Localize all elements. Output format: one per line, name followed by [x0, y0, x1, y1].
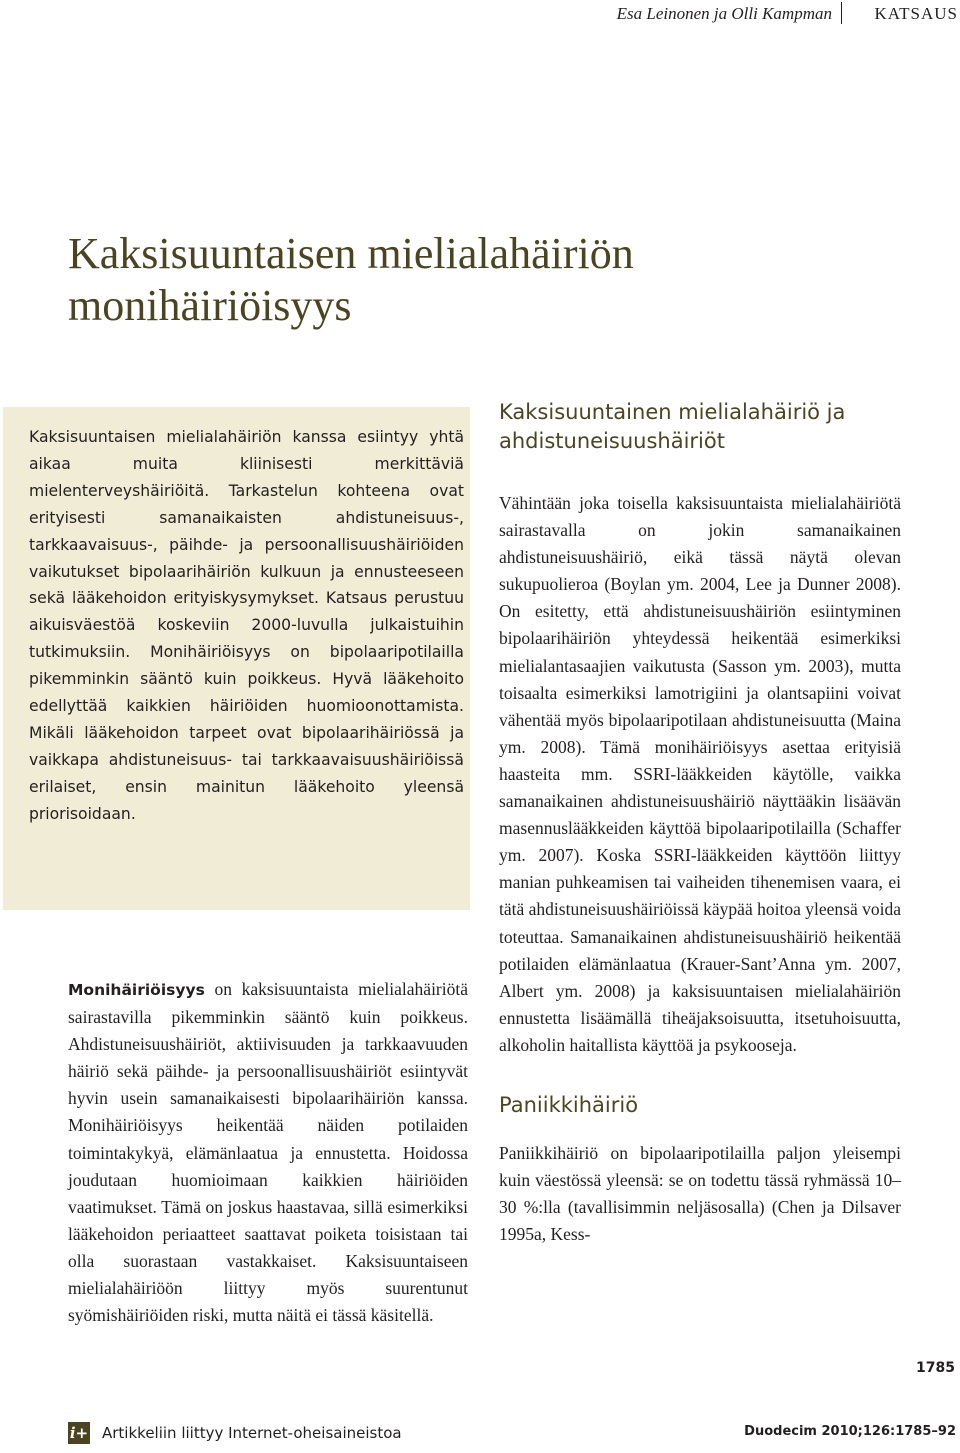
- running-header: [0, 0, 960, 30]
- body-left-column: [68, 976, 468, 1329]
- header-divider: [841, 2, 842, 24]
- info-plus-icon: i+: [69, 1424, 89, 1442]
- header-authors: Esa Leinonen ja Olli Kampman: [616, 4, 832, 23]
- paragraph-anxiety: Vähintään joka toisella kaksisuuntaista mielialahäiriötä sairastavalla on jokin samanaikainen ahdistuneisuushäiriö, eikä tässä näytä olevan sukupuolieroa (Boylan ym. 2004, Lee ja Dunner 2008). On esitetty, että ahdistuneisuushäiriön esiintyminen bipolaarihäiriön yhteydessä heikentää esimerkiksi mielialantasaajien vaikutusta (Sasson ym. 2003), mutta toisaalta esimerkiksi lamotrigiini ja olantsapiini voivat vähentää myös bipolaaripotilaan ahdistuneisuutta (Maina ym. 2008). Tämä monihäiriöisyys asettaa erityisiä haasteita mm. SSRI-lääkkeiden käytölle, vaikka samanaikainen ahdistuneisuushäiriö näyttääkin lisäävän masennuslääkkeiden käyttöä bipolaaripotilailla (Schaffer ym. 2007). Koska SSRI-lääkkeiden käyttöön liittyy manian puhkeamisen tai vaiheiden tihenemisen vaara, ei tätä ahdistuneisuushäiriöissä käypää hoitoa yleensä voida toteuttaa. Samanaikainen ahdistuneisuushäiriö heikentää potilaiden elämänlaatua (Krauer-Sant’Anna ym. 2007, Albert ym. 2008) ja kaksisuuntaisen mielialahäiriön ennustetta lisäämällä tiheäjaksoisuutta, itsetuhoisuutta, alkoholin haitallista käyttöä ja psykooseja.: [499, 493, 901, 1055]
- journal-citation: Duodecim 2010;126:1785–92: [744, 1424, 956, 1439]
- body-right-column: [499, 398, 901, 1248]
- paragraph-panic: Paniikkihäiriö on bipolaaripotilailla paljon yleisempi kuin väestössä yleensä: se on todettu tässä ryhmässä 10–30 %:lla (tavallisimmin neljäsosalla) (Chen ja Dilsaver 1995a, Kess-: [499, 1142, 901, 1245]
- body-left-text: on kaksisuuntaista mielialahäiriötä sairastavilla pikemminkin sääntö kuin poikkeus. Ahdistuneisuushäiriöt, aktiivisuuden ja tarkkaavuuden häiriö sekä päihde- ja persoonallisuushäiriöt esiintyvät hyvin usein samanaikaisesti bipolaarihäiriön kanssa. Monihäiriöisyys heikentää näiden potilaiden toimintakykyä, elämänlaatua ja ennustetta. Hoidossa joudutaan huomioimaan kaikkien häiriöiden vaatimukset. Tämä on joskus haastavaa, sillä esimerkiksi lääkehoidon periaatteet saattavat poiketa toisistaan tai olla suorastaan vastakkaiset. Kaksisuuntaiseen mielialahäiriöön liittyy myös suurentunut syömishäiriöiden riski, mutta näitä ei tässä käsitellä.: [68, 979, 469, 1326]
- heading-panic: Paniikkihäiriö: [499, 1092, 639, 1117]
- footer-supplement-note[interactable]: [68, 1418, 402, 1448]
- page-number: 1785: [916, 1360, 955, 1376]
- article-title: Kaksisuuntaisen mielialahäiriön monihäiriöisyys: [68, 229, 634, 330]
- abstract-box: [3, 407, 470, 910]
- abstract-text: Kaksisuuntaisen mielialahäiriön kanssa esiintyy yhtä aikaa muita kliinisesti merkittäviä mielenterveyshäiriöitä. Tarkastelun kohteena ovat erityisesti samanaikaisten ahdistuneisuus-, tarkkaavaisuus-, päihde- ja persoonallisuushäiriöiden vaikutukset bipolaarihäiriön kulkuun ja ennusteeseen sekä lääkehoidon erityiskysymykset. Katsaus perustuu aikuisväestöä koskeviin 2000-luvulla julkaistuihin tutkimuksiin. Monihäiriöisyys on bipolaaripotilailla pikemminkin sääntö kuin poikkeus. Hyvä lääkehoito edellyttää kaikkien häiriöiden huomioonottamista. Mikäli lääkehoidon tarpeet ovat bipolaarihäiriössä ja vaikkapa ahdistuneisuus- tai tarkkaavaisuushäiriöissä erilaiset, ensin mainitun lääkehoito yleensä priorisoidaan.: [29, 428, 464, 823]
- footer-note-text: Artikkeliin liittyy Internet-oheisaineistoa: [102, 1424, 402, 1442]
- heading-anxiety: Kaksisuuntainen mielialahäiriö ja ahdistuneisuushäiriöt: [499, 400, 846, 453]
- header-section: KATSAUS: [874, 4, 958, 23]
- lead-term: Monihäiriöisyys: [68, 981, 205, 999]
